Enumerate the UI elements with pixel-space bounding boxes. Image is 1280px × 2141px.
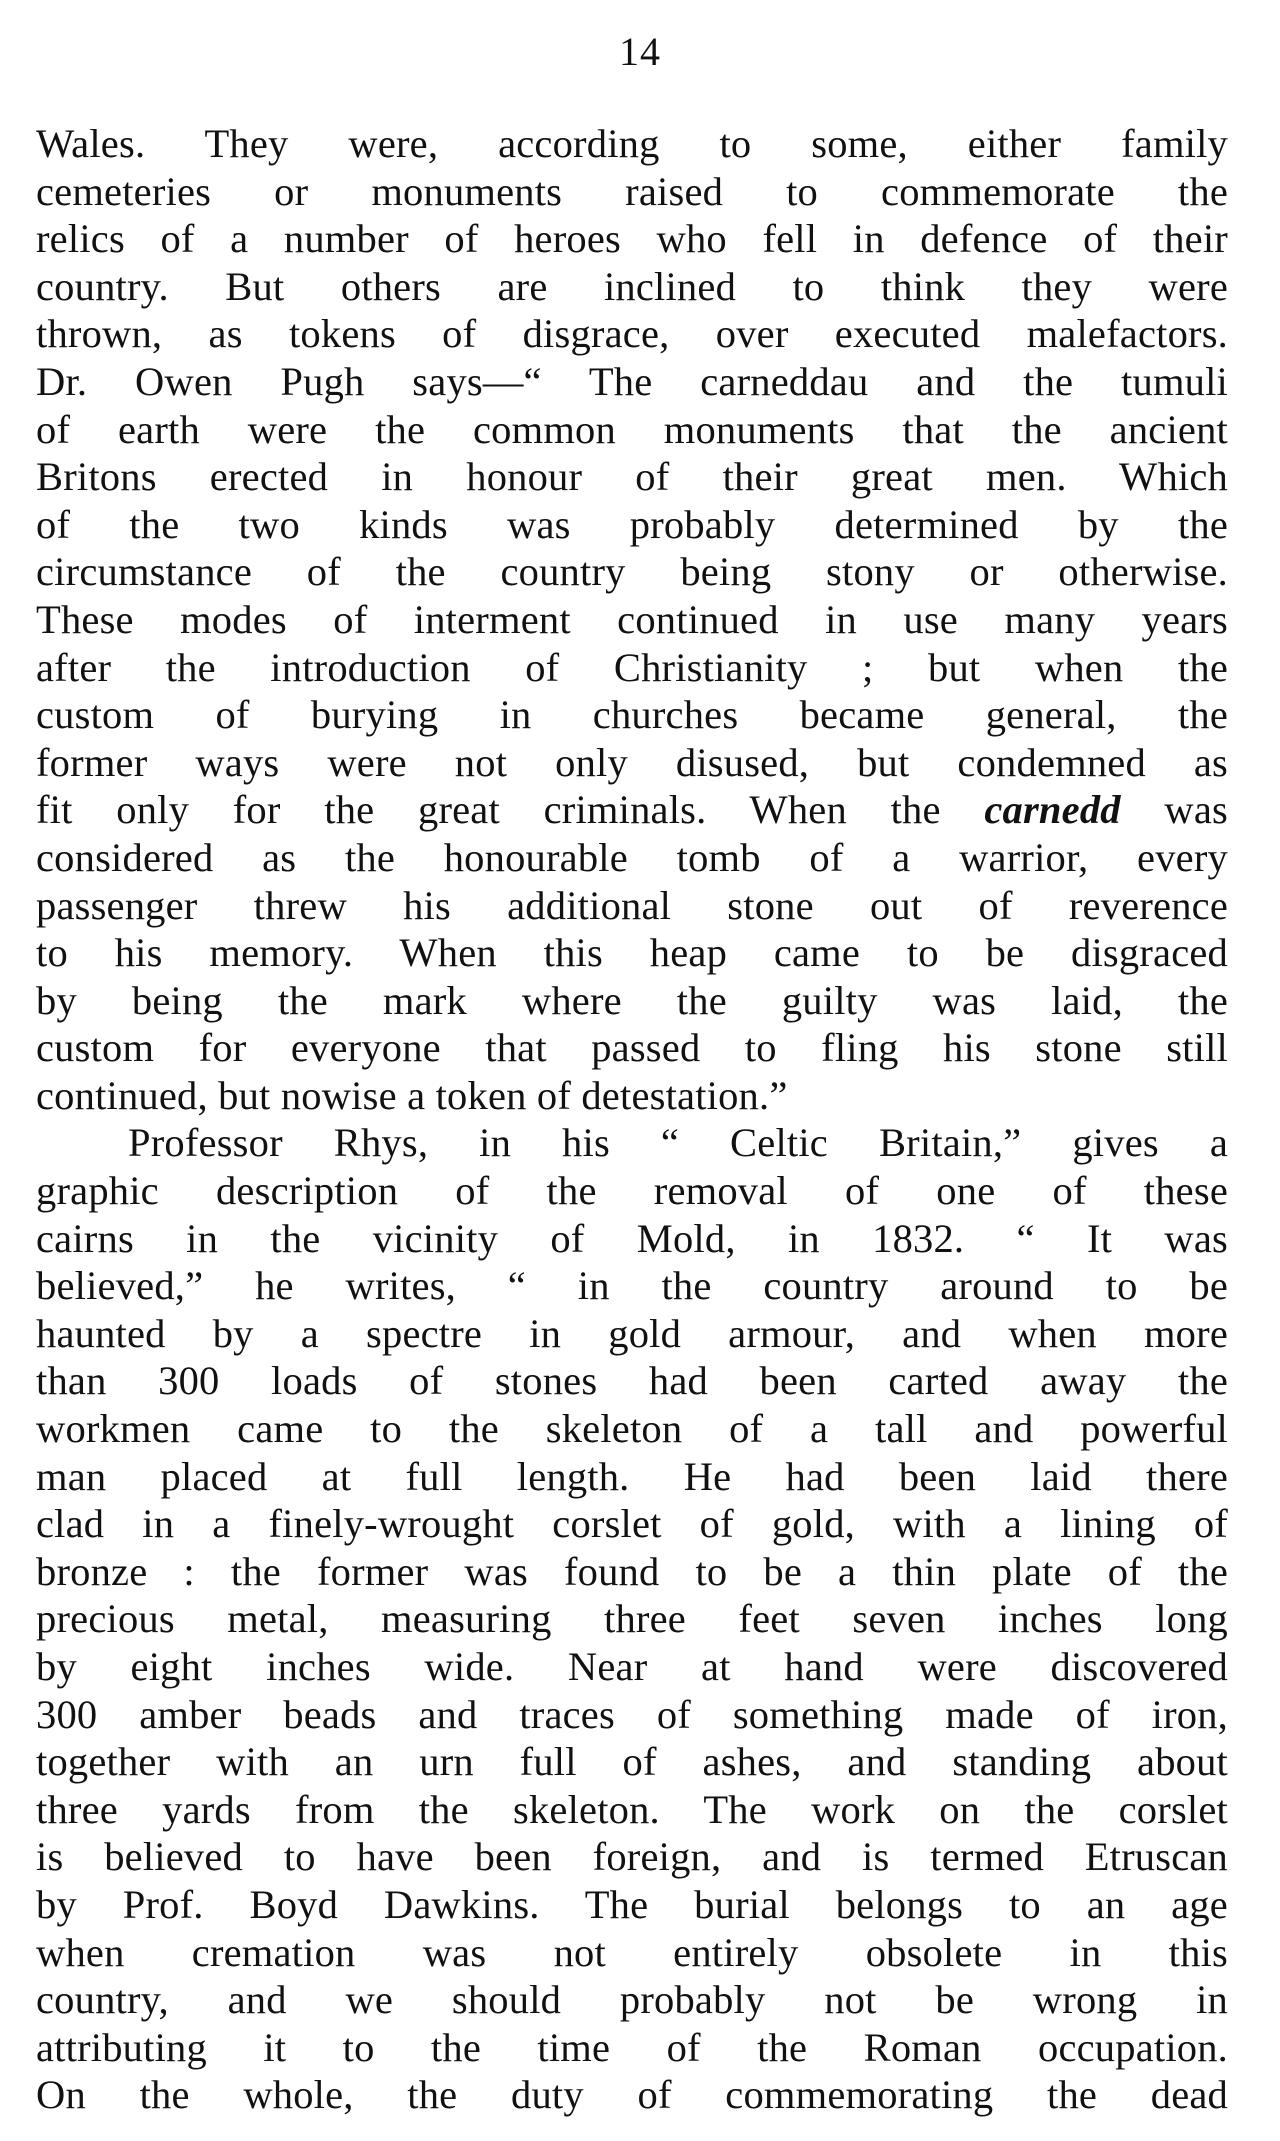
text-line: country, and we should probably not be wrong in [36, 1977, 1228, 2023]
text-line: after the introduction of Christianity ; but when the [36, 644, 1228, 690]
text-line: man placed at full length. He had been laid there [36, 1453, 1228, 1499]
text-line: attributing it to the time of the Roman occupation. [36, 2024, 1228, 2070]
text-line: Wales. They were, according to some, either family [36, 121, 1228, 166]
text-line: country. But others are inclined to think they were [36, 263, 1228, 309]
text-line: thrown, as tokens of disgrace, over executed malefactors. [36, 311, 1228, 357]
text-line: passenger threw his additional stone out of reverence [36, 882, 1228, 928]
text-line: is believed to have been foreign, and is termed Etruscan [36, 1834, 1228, 1880]
text-line: former ways were not only disused, but condemned as [36, 739, 1228, 785]
text-line: haunted by a spectre in gold armour, and when more [36, 1310, 1228, 1356]
page-number: 14 [619, 29, 661, 74]
text-line: cairns in the vicinity of Mold, in 1832. “ It was [36, 1215, 1228, 1261]
text-line: of earth were the common monuments that the ancient [36, 406, 1228, 452]
text-line: On the whole, the duty of commemorating the dead [36, 2072, 1228, 2118]
text-line: graphic description of the removal of one of these [36, 1168, 1228, 1214]
text-line: of the two kinds was probably determined by the [36, 501, 1228, 547]
text-line-with-italic [36, 786, 1228, 834]
text-line-segment: was [1120, 787, 1228, 833]
text-line-segment: fit only for the great criminals. When the [36, 787, 941, 833]
text-line: circumstance of the country being stony or otherwise. [36, 549, 1228, 595]
text-line: bronze : the former was found to be a thin plate of the [36, 1548, 1228, 1594]
text-line: workmen came to the skeleton of a tall and powerful [36, 1406, 1228, 1452]
text-line: by being the mark where the guilty was laid, the [36, 977, 1228, 1023]
paragraph-first-line: Professor Rhys, in his “ Celtic Britain,” gives a [128, 1120, 1228, 1166]
text-line: These modes of interment continued in use many years [36, 596, 1228, 642]
text-line: cemeteries or monuments raised to commemorate the [36, 168, 1228, 214]
text-line: to his memory. When this heap came to be disgraced [36, 930, 1228, 976]
text-line: continued, but nowise a token of detestation.” [36, 1072, 788, 1118]
text-line: relics of a number of heroes who fell in defence of their [36, 216, 1228, 262]
text-line: custom of burying in churches became general, the [36, 692, 1228, 738]
body-text [36, 120, 1228, 2119]
text-line: than 300 loads of stones had been carted away the [36, 1358, 1228, 1404]
text-line: Dr. Owen Pugh says—“ The carneddau and the tumuli [36, 358, 1228, 404]
text-line: clad in a finely-wrought corslet of gold, with a lining of [36, 1501, 1228, 1547]
text-line: when cremation was not entirely obsolete in this [36, 1929, 1228, 1975]
text-line: precious metal, measuring three feet seven inches long [36, 1596, 1228, 1642]
text-line: considered as the honourable tomb of a warrior, every [36, 834, 1228, 880]
text-line: by eight inches wide. Near at hand were discovered [36, 1644, 1228, 1689]
italic-term: carnedd [984, 787, 1121, 833]
text-line: custom for everyone that passed to fling his stone still [36, 1025, 1228, 1071]
text-line: Britons erected in honour of their great men. Which [36, 454, 1228, 500]
text-line: together with an urn full of ashes, and standing about [36, 1739, 1228, 1785]
text-line: 300 amber beads and traces of something made of iron, [36, 1691, 1228, 1737]
text-line: believed,” he writes, “ in the country around to be [36, 1263, 1228, 1309]
text-line: three yards from the skeleton. The work on the corslet [36, 1786, 1228, 1832]
text-line: by Prof. Boyd Dawkins. The burial belongs to an age [36, 1881, 1228, 1927]
